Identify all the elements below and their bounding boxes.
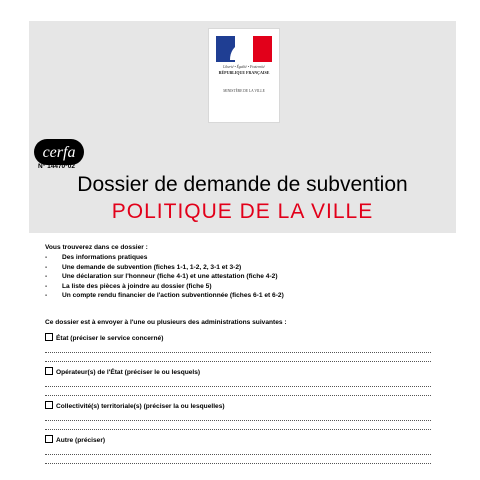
marianne-flag-icon: [216, 36, 272, 62]
send-instructions: Ce dossier est à envoyer à l'une ou plusieurs des administrations suivantes :: [45, 319, 287, 326]
choice-label: Opérateur(s) de l'État (préciser le ou lesquels): [56, 369, 201, 376]
list-item-text: Une déclaration sur l'honneur (fiche 4-1) et une attestation (fiche 4-2): [62, 273, 278, 281]
choice-label: État (préciser le service concerné): [56, 335, 164, 342]
operateurs-checkbox[interactable]: [45, 367, 53, 375]
page-subtitle: POLITIQUE DE LA VILLE: [111, 200, 374, 223]
list-bullet: -: [45, 273, 48, 281]
choice-label: Autre (préciser): [56, 437, 106, 444]
list-item: [45, 272, 449, 282]
list-item-text: Des informations pratiques: [62, 254, 148, 261]
choice-header: [45, 333, 449, 344]
etat-checkbox[interactable]: [45, 333, 53, 341]
collectivites-checkbox[interactable]: [45, 401, 53, 409]
answer-line[interactable]: [45, 421, 431, 430]
page-title: Dossier de demande de subvention: [77, 173, 408, 196]
cerfa-logo: [34, 139, 84, 165]
list-item: [45, 263, 449, 273]
cerfa-number: N° 14470*02: [38, 163, 75, 170]
list-item-text: Un compte rendu financier de l'action subventionnée (fiches 6-1 et 6-2): [62, 292, 284, 300]
list-bullet: -: [45, 263, 48, 271]
list-bullet: -: [45, 254, 48, 261]
list-bullet: -: [45, 292, 48, 300]
list-item: [45, 291, 449, 301]
answer-line[interactable]: [45, 387, 431, 396]
intro-text: Vous trouverez dans ce dossier :: [45, 244, 148, 251]
choice-header: [45, 401, 449, 412]
contents-list: [45, 253, 449, 301]
answer-line[interactable]: [45, 378, 431, 387]
autre-checkbox[interactable]: [45, 435, 53, 443]
choice-label: Collectivité(s) territoriale(s) (préciser la ou lesquelles): [56, 403, 225, 410]
answer-line[interactable]: [45, 412, 431, 421]
form-page: [29, 21, 456, 480]
list-item: [45, 253, 449, 263]
choice-autre: [45, 435, 449, 465]
choice-operateurs: [45, 367, 449, 397]
list-item-text: La liste des pièces à joindre au dossier (fiche 5): [62, 282, 212, 290]
answer-line[interactable]: [45, 455, 431, 464]
list-item: [45, 282, 449, 292]
answer-line[interactable]: [45, 353, 431, 362]
list-item-text: Une demande de subvention (fiches 1-1, 1-2, 2, 3-1 et 3-2): [62, 263, 242, 271]
answer-line[interactable]: [45, 446, 431, 455]
choice-header: [45, 435, 449, 446]
choice-header: [45, 367, 449, 378]
choice-etat: [45, 333, 449, 363]
ministere-text: MINISTÈRE DE LA VILLE: [223, 89, 265, 93]
government-logo: [208, 28, 280, 123]
list-bullet: -: [45, 282, 48, 290]
cerfa-logo-text: cerfa: [42, 144, 76, 161]
choice-collectivites: [45, 401, 449, 431]
header-band: [29, 21, 456, 233]
republique-text: RÉPUBLIQUE FRANÇAISE: [218, 70, 270, 75]
answer-line[interactable]: [45, 344, 431, 353]
motto-text: Liberté • Égalité • Fraternité: [223, 65, 265, 69]
